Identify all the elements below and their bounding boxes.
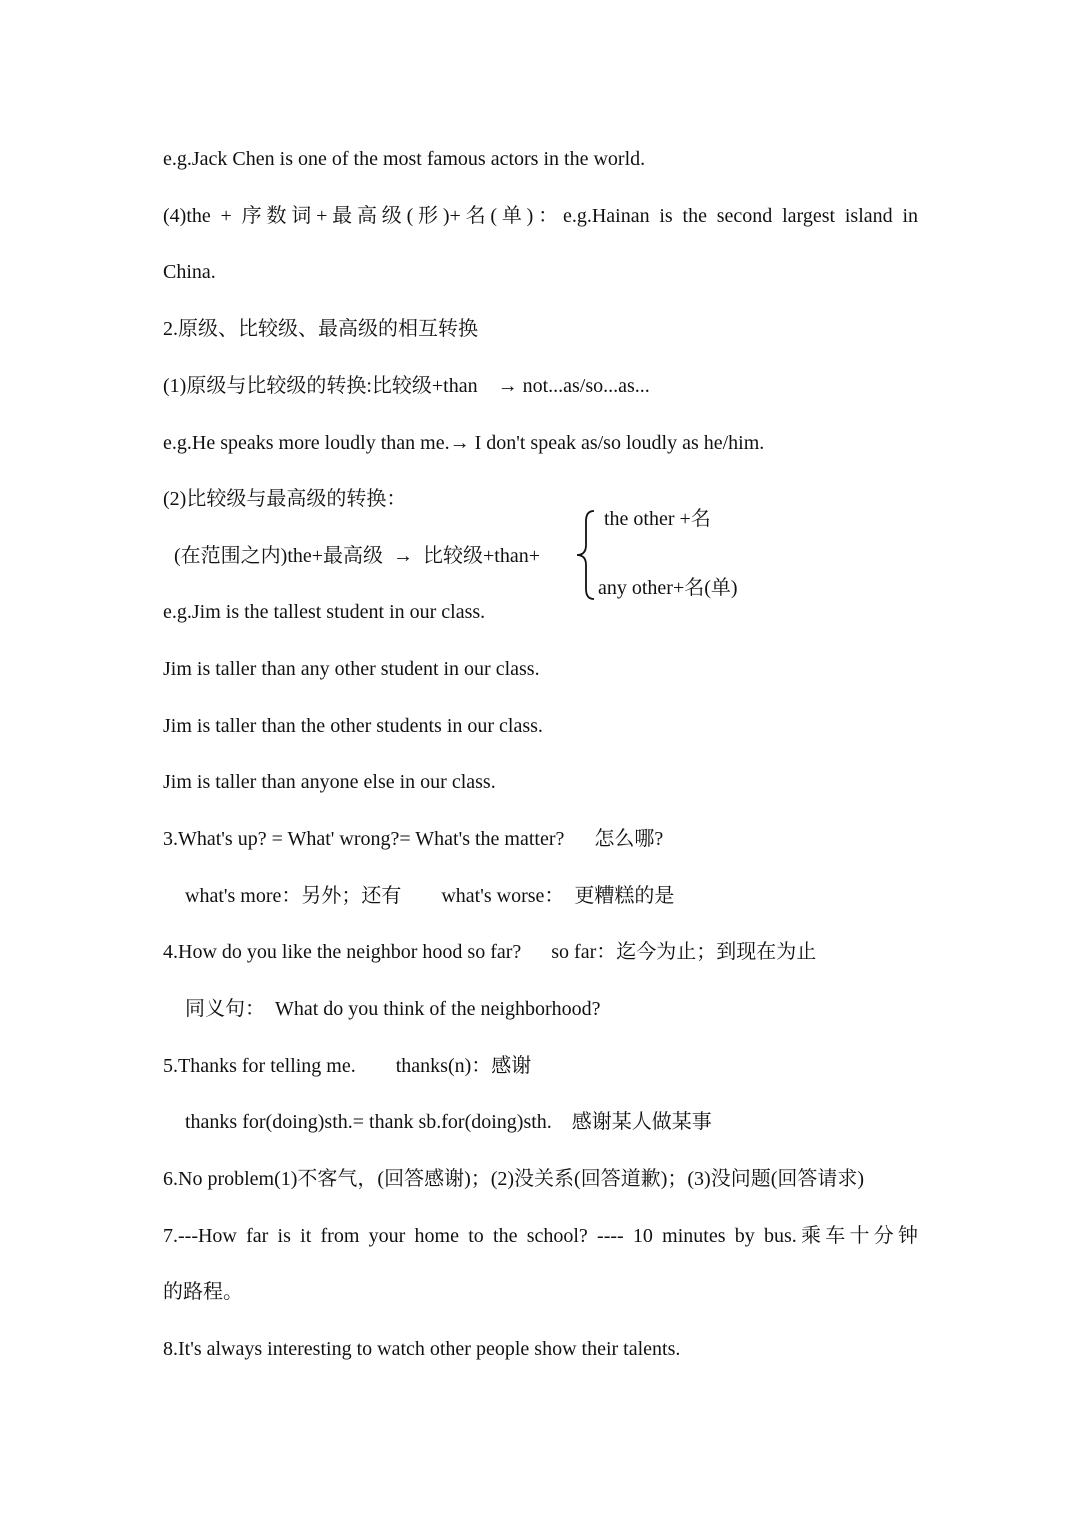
text-line: (1)原级与比较级的转换:比较级+than → not...as/so...as...	[163, 375, 650, 397]
text-line: Jim is taller than the other students in our class.	[163, 715, 543, 737]
text-line: 5.Thanks for telling me. thanks(n)：感谢	[163, 1055, 532, 1077]
text-line: what's more：另外；还有 what's worse： 更糟糕的是	[185, 885, 675, 907]
text-line: 3.What's up? = What' wrong?= What's the matter? 怎么哪?	[163, 828, 664, 850]
section-heading: 2.原级、比较级、最高级的相互转换	[163, 318, 478, 340]
text-line: (在范围之内)the+最高级 → 比较级+than+	[174, 545, 541, 567]
text-line: 6.No problem(1)不客气，(回答感谢)；(2)没关系(回答道歉)；(3)没问题(回答请求)	[163, 1168, 865, 1190]
text-line: e.g.Jim is the tallest student in our class.	[163, 601, 486, 623]
text-line: Jim is taller than any other student in our class.	[163, 658, 540, 680]
text-line: 7.---How far is it from your home to the school? ---- 10 minutes by bus.乘车十分钟	[163, 1225, 918, 1247]
text-line: 4.How do you like the neighbor hood so far? so far：迄今为止；到现在为止	[163, 941, 817, 963]
text-line: (2)比较级与最高级的转换：	[163, 488, 407, 510]
text-line: e.g.Jack Chen is one of the most famous actors in the world.	[163, 148, 646, 170]
brace-option-bottom: any other+名(单)	[598, 577, 738, 599]
text-line: (4)the + 序数词+最高级(形)+名(单)：e.g.Hainan is the second largest island in	[163, 205, 918, 227]
text-line: 8.It's always interesting to watch other people show their talents.	[163, 1338, 681, 1360]
text-line: e.g.He speaks more loudly than me.→ I don't speak as/so loudly as he/him.	[163, 432, 765, 454]
text-line: China.	[163, 261, 216, 283]
text-line: 同义句： What do you think of the neighborhood?	[185, 998, 601, 1020]
text-line: Jim is taller than anyone else in our class.	[163, 771, 496, 793]
text-line: 的路程。	[163, 1281, 243, 1303]
brace-option-top: the other +名	[604, 508, 711, 530]
text-line: thanks for(doing)sth.= thank sb.for(doing)sth. 感谢某人做某事	[185, 1111, 712, 1133]
